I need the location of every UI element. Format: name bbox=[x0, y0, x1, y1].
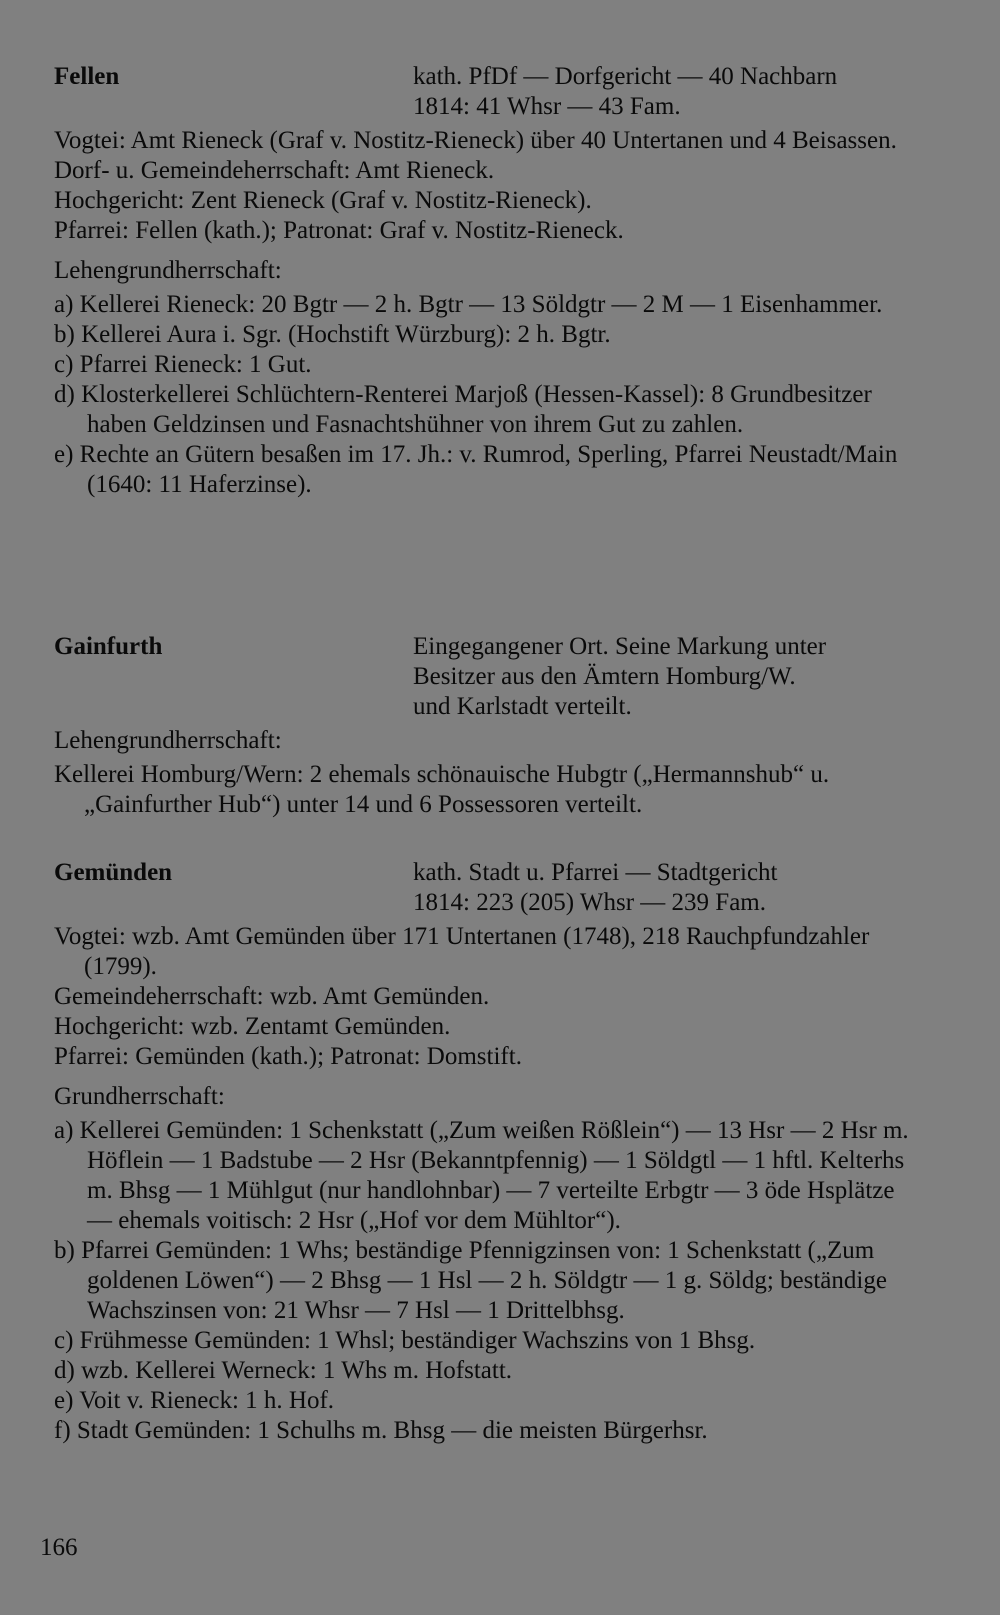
summary-line: kath. PfDf — Dorfgericht — 40 Nachbarn bbox=[413, 63, 838, 90]
paragraph-dorfherrschaft: Dorf- u. Gemeindeherrschaft: Amt Rieneck. bbox=[54, 157, 495, 184]
list-item: e) Rechte an Gütern besaßen im 17. Jh.: v. Rumrod, Sperling, Pfarrei Neustadt/Main (1640: 11 Haferzinse). bbox=[54, 441, 898, 498]
paragraph-hochgericht: Hochgericht: Zent Rieneck (Graf v. Nostitz-Rieneck). bbox=[54, 187, 592, 214]
list-item: e) Voit v. Rieneck: 1 h. Hof. bbox=[54, 1387, 335, 1414]
summary-line: Besitzer aus den Ämtern Homburg/W. bbox=[413, 663, 796, 690]
list-item: d) wzb. Kellerei Werneck: 1 Whs m. Hofstatt. bbox=[54, 1357, 513, 1384]
list-item: d) Klosterkellerei Schlüchtern-Renterei Marjoß (Hessen-Kassel): 8 Grundbesitzer haben Geldzinsen und Fasnachtshühner von ihrem Gut zu zahlen. bbox=[54, 381, 872, 438]
entry-body bbox=[0, 726, 1000, 820]
page-number: 166 bbox=[40, 1534, 78, 1561]
section-label: Lehengrundherrschaft: bbox=[54, 727, 282, 754]
paragraph-hochgericht: Hochgericht: wzb. Zentamt Gemünden. bbox=[54, 1013, 451, 1040]
paragraph-vogtei: Vogtei: Amt Rieneck (Graf v. Nostitz-Rieneck) über 40 Untertanen und 4 Beisassen. bbox=[54, 127, 897, 154]
entry-header bbox=[0, 858, 1000, 918]
place-name: Fellen bbox=[54, 63, 120, 90]
list-item: c) Frühmesse Gemünden: 1 Whsl; beständiger Wachszins von 1 Bhsg. bbox=[54, 1327, 756, 1354]
paragraph-pfarrei: Pfarrei: Fellen (kath.); Patronat: Graf v. Nostitz-Rieneck. bbox=[54, 217, 624, 244]
list-item: a) Kellerei Gemünden: 1 Schenkstatt („Zum weißen Rößlein“) — 13 Hsr — 2 Hsr m. Höflein — 1 Badstube — 2 Hsr (Bekanntpfennig) — 1 Söldgtl — 1 hftl. Kelterhs m. Bhsg — 1 Mühlgut (nur handlohnbar) — 7 verteilte Erbgtr — 3 öde Hsplätze — ehemals voitisch: 2 Hsr („Hof vor dem Mühltor“). bbox=[54, 1117, 909, 1234]
entry-gainfurth bbox=[0, 632, 1000, 820]
section-label: Lehengrundherrschaft: bbox=[54, 257, 282, 284]
entry-body bbox=[0, 126, 1000, 500]
place-summary bbox=[413, 632, 923, 722]
list-item: a) Kellerei Rieneck: 20 Bgtr — 2 h. Bgtr — 13 Söldgtr — 2 M — 1 Eisenhammer. bbox=[54, 291, 883, 318]
summary-line: 1814: 223 (205) Whsr — 239 Fam. bbox=[413, 889, 766, 916]
section-label: Grundherrschaft: bbox=[54, 1083, 225, 1110]
entry-header bbox=[0, 62, 1000, 122]
summary-line: Eingegangener Ort. Seine Markung unter bbox=[413, 633, 827, 660]
list-item: b) Kellerei Aura i. Sgr. (Hochstift Würzburg): 2 h. Bgtr. bbox=[54, 321, 611, 348]
place-summary bbox=[413, 62, 923, 122]
paragraph-pfarrei: Pfarrei: Gemünden (kath.); Patronat: Domstift. bbox=[54, 1043, 522, 1070]
paragraph-gemeindeherrschaft: Gemeindeherrschaft: wzb. Amt Gemünden. bbox=[54, 983, 490, 1010]
paragraph-vogtei: Vogtei: wzb. Amt Gemünden über 171 Untertanen (1748), 218 Rauchpfundzahler (1799). bbox=[54, 923, 870, 980]
list-item: b) Pfarrei Gemünden: 1 Whs; beständige Pfennigzinsen von: 1 Schenkstatt („Zum goldenen Löwen“) — 2 Bhsg — 1 Hsl — 2 h. Söldgtr — 1 g. Söldg; beständige Wachszinsen von: 21 Whsr — 7 Hsl — 1 Drittelbhsg. bbox=[54, 1237, 887, 1324]
list-item: c) Pfarrei Rieneck: 1 Gut. bbox=[54, 351, 312, 378]
entry-fellen bbox=[0, 62, 1000, 500]
paragraph-kellerei: Kellerei Homburg/Wern: 2 ehemals schönauische Hubgtr („Hermannshub“ u. „Gainfurther Hub“) unter 14 und 6 Possessoren verteilt. bbox=[54, 761, 830, 818]
place-name: Gemünden bbox=[54, 859, 173, 886]
place-name: Gainfurth bbox=[54, 633, 163, 660]
summary-line: kath. Stadt u. Pfarrei — Stadtgericht bbox=[413, 859, 778, 886]
entry-gemuenden bbox=[0, 858, 1000, 1446]
entry-header bbox=[0, 632, 1000, 722]
summary-line: 1814: 41 Whsr — 43 Fam. bbox=[413, 93, 681, 120]
list-item: f) Stadt Gemünden: 1 Schulhs m. Bhsg — die meisten Bürgerhsr. bbox=[54, 1417, 708, 1444]
entry-body bbox=[0, 922, 1000, 1446]
place-summary bbox=[413, 858, 923, 918]
summary-line: und Karlstadt verteilt. bbox=[413, 693, 632, 720]
